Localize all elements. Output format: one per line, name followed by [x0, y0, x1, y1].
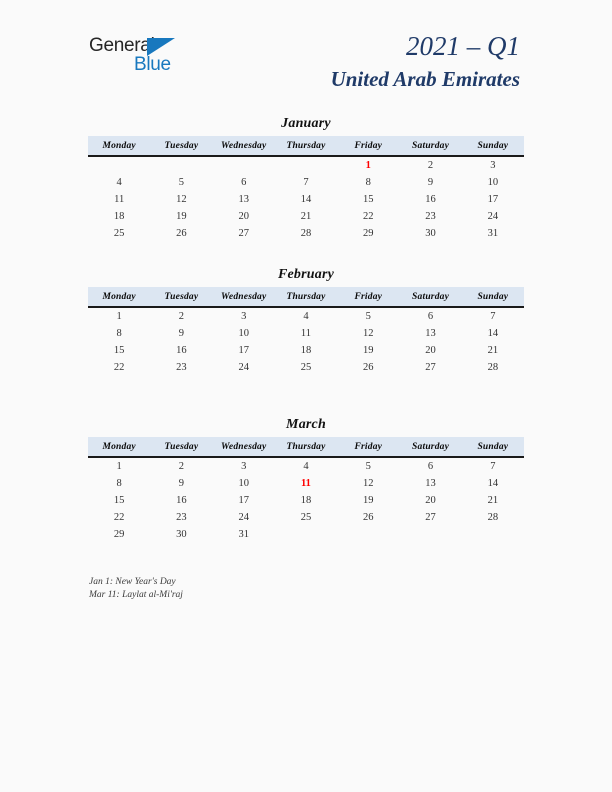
day-cell[interactable]: 17 [238, 345, 249, 356]
month-grid [88, 136, 524, 242]
weekday-header-monday: Monday [88, 136, 150, 156]
day-cell[interactable]: 26 [363, 362, 374, 373]
general-blue-logo [89, 36, 199, 80]
day-cell[interactable]: 30 [425, 228, 436, 239]
day-cell[interactable]: 25 [300, 512, 312, 523]
day-cell[interactable]: 13 [425, 478, 436, 489]
day-cell[interactable]: 8 [116, 478, 122, 489]
day-cell[interactable]: 5 [365, 311, 371, 322]
day-cell-empty [462, 526, 524, 543]
day-cell[interactable]: 20 [425, 495, 436, 506]
day-cell[interactable]: 19 [363, 345, 374, 356]
day-cell[interactable]: 22 [363, 211, 374, 222]
day-cell[interactable]: 6 [427, 311, 434, 322]
title-country: United Arab Emirates [330, 67, 520, 91]
month-block-january [88, 114, 524, 242]
day-cell[interactable]: 22 [113, 362, 125, 373]
day-cell[interactable]: 19 [176, 211, 187, 222]
weekday-header-tuesday: Tuesday [150, 287, 212, 307]
day-cell[interactable]: 21 [487, 345, 499, 356]
day-cell[interactable]: 28 [487, 512, 499, 523]
day-cell[interactable]: 10 [487, 177, 499, 188]
day-cell[interactable]: 9 [427, 177, 434, 188]
day-cell[interactable]: 25 [300, 362, 312, 373]
page-title [331, 30, 520, 93]
week-row [88, 457, 524, 475]
holiday-legend-item: Mar 11: Laylat al-Mi'raj [89, 590, 183, 600]
week-row [88, 156, 524, 174]
day-cell[interactable]: 20 [238, 211, 249, 222]
day-cell-empty [275, 156, 337, 174]
month-grid [88, 437, 524, 543]
day-cell[interactable]: 15 [363, 194, 374, 205]
day-cell[interactable]: 4 [303, 311, 309, 322]
day-cell[interactable]: 18 [300, 495, 312, 506]
weekday-header-friday: Friday [337, 136, 399, 156]
day-cell[interactable]: 16 [176, 345, 187, 356]
day-cell[interactable]: 29 [113, 529, 125, 540]
day-cell-empty [275, 526, 337, 543]
day-cell[interactable]: 4 [303, 461, 309, 472]
day-cell[interactable]: 2 [178, 311, 185, 322]
weekday-header-wednesday: Wednesday [213, 287, 275, 307]
month-title: March [286, 417, 326, 432]
weekday-header-friday: Friday [337, 287, 399, 307]
day-cell[interactable]: 3 [490, 160, 496, 171]
day-cell[interactable]: 26 [176, 228, 187, 239]
week-row [88, 492, 524, 509]
day-cell[interactable]: 12 [363, 478, 374, 489]
day-cell-empty [213, 156, 275, 174]
day-cell[interactable]: 25 [113, 228, 125, 239]
month-body [88, 457, 524, 543]
logo-text-blue: Blue [134, 54, 171, 75]
day-cell[interactable]: 23 [176, 362, 187, 373]
day-cell[interactable]: 23 [425, 211, 436, 222]
weekday-header-wednesday: Wednesday [213, 136, 275, 156]
day-cell[interactable]: 11 [114, 194, 125, 205]
day-cell[interactable]: 27 [425, 512, 436, 523]
day-cell[interactable]: 7 [490, 461, 496, 472]
week-row [88, 359, 524, 376]
day-cell[interactable]: 5 [365, 461, 371, 472]
day-cell[interactable]: 7 [303, 177, 309, 188]
day-cell-empty [399, 526, 461, 543]
weekday-header-tuesday: Tuesday [150, 437, 212, 457]
day-cell[interactable]: 16 [425, 194, 436, 205]
day-cell[interactable]: 1 [116, 461, 122, 472]
weekday-header-sunday: Sunday [462, 136, 524, 156]
day-cell[interactable]: 17 [238, 495, 249, 506]
day-cell[interactable]: 2 [427, 160, 434, 171]
day-cell[interactable]: 14 [300, 194, 312, 205]
day-cell[interactable]: 9 [178, 478, 185, 489]
weekday-header-thursday: Thursday [275, 136, 337, 156]
holiday-legend-item: Jan 1: New Year's Day [89, 577, 176, 587]
day-cell-empty [337, 526, 399, 543]
day-cell[interactable]: 12 [363, 328, 374, 339]
day-cell[interactable]: 6 [427, 461, 434, 472]
day-cell[interactable]: 8 [365, 177, 371, 188]
weekday-header-tuesday: Tuesday [150, 136, 212, 156]
day-cell[interactable]: 17 [487, 194, 499, 205]
month-grid [88, 287, 524, 376]
day-cell[interactable]: 19 [363, 495, 374, 506]
weekday-header-sunday: Sunday [462, 437, 524, 457]
day-cell[interactable]: 9 [178, 328, 185, 339]
month-block-march [88, 415, 524, 543]
month-body [88, 307, 524, 376]
day-cell[interactable]: 27 [425, 362, 436, 373]
week-row [88, 191, 524, 208]
day-cell[interactable]: 4 [116, 177, 122, 188]
weekday-header-wednesday: Wednesday [213, 437, 275, 457]
day-cell[interactable]: 14 [487, 478, 499, 489]
weekday-header-thursday: Thursday [275, 287, 337, 307]
logo-text-general: General [89, 35, 155, 56]
month-body [88, 156, 524, 242]
week-row [88, 342, 524, 359]
day-cell[interactable]: 11 [300, 328, 312, 339]
day-cell[interactable]: 7 [490, 311, 496, 322]
day-cell-holiday[interactable]: 1 [365, 160, 371, 171]
day-cell[interactable]: 24 [238, 512, 249, 523]
day-cell[interactable]: 21 [300, 211, 312, 222]
day-cell[interactable]: 30 [176, 529, 187, 540]
weekday-header-saturday: Saturday [399, 136, 461, 156]
week-row [88, 526, 524, 543]
day-cell[interactable]: 29 [363, 228, 374, 239]
day-cell[interactable]: 31 [238, 529, 249, 540]
month-block-february [88, 265, 524, 376]
day-cell[interactable]: 24 [487, 211, 499, 222]
week-row [88, 325, 524, 342]
day-cell[interactable]: 21 [487, 495, 499, 506]
weekday-header-monday: Monday [88, 287, 150, 307]
week-row [88, 509, 524, 526]
day-cell-empty [88, 156, 150, 174]
weekday-header-monday: Monday [88, 437, 150, 457]
day-cell[interactable]: 10 [238, 328, 249, 339]
week-row [88, 208, 524, 225]
day-cell[interactable]: 14 [487, 328, 499, 339]
day-cell-empty [150, 156, 212, 174]
week-row [88, 307, 524, 325]
day-cell[interactable]: 27 [238, 228, 249, 239]
day-cell[interactable]: 15 [113, 495, 125, 506]
week-row [88, 225, 524, 242]
day-cell[interactable]: 26 [363, 512, 374, 523]
weekday-header-thursday: Thursday [275, 437, 337, 457]
weekday-header-saturday: Saturday [399, 287, 461, 307]
day-cell[interactable]: 16 [176, 495, 187, 506]
day-cell[interactable]: 3 [241, 461, 247, 472]
month-title: February [277, 267, 335, 282]
day-cell[interactable]: 31 [487, 228, 499, 239]
day-cell-holiday[interactable]: 11 [301, 478, 311, 489]
title-quarter: 2021 – Q1 [406, 31, 520, 61]
day-cell[interactable]: 20 [425, 345, 436, 356]
page-header [0, 0, 612, 108]
weekday-header-row [88, 437, 524, 457]
day-cell[interactable]: 28 [300, 228, 312, 239]
month-title: January [281, 116, 331, 131]
day-cell[interactable]: 8 [116, 328, 122, 339]
day-cell[interactable]: 28 [487, 362, 499, 373]
weekday-header-row [88, 136, 524, 156]
day-cell[interactable]: 12 [176, 194, 187, 205]
day-cell[interactable]: 1 [116, 311, 122, 322]
day-cell[interactable]: 13 [425, 328, 436, 339]
day-cell[interactable]: 18 [113, 211, 125, 222]
day-cell[interactable]: 23 [176, 512, 187, 523]
week-row [88, 174, 524, 191]
day-cell[interactable]: 5 [178, 177, 185, 188]
holiday-legend [89, 576, 489, 602]
weekday-header-row [88, 287, 524, 307]
day-cell[interactable]: 10 [238, 478, 249, 489]
day-cell[interactable]: 2 [178, 461, 185, 472]
week-row [88, 475, 524, 492]
day-cell[interactable]: 15 [113, 345, 125, 356]
day-cell[interactable]: 13 [238, 194, 249, 205]
day-cell[interactable]: 24 [238, 362, 249, 373]
weekday-header-saturday: Saturday [399, 437, 461, 457]
day-cell[interactable]: 22 [113, 512, 125, 523]
day-cell[interactable]: 6 [241, 177, 247, 188]
weekday-header-sunday: Sunday [462, 287, 524, 307]
day-cell[interactable]: 3 [241, 311, 247, 322]
day-cell[interactable]: 18 [300, 345, 312, 356]
weekday-header-friday: Friday [337, 437, 399, 457]
